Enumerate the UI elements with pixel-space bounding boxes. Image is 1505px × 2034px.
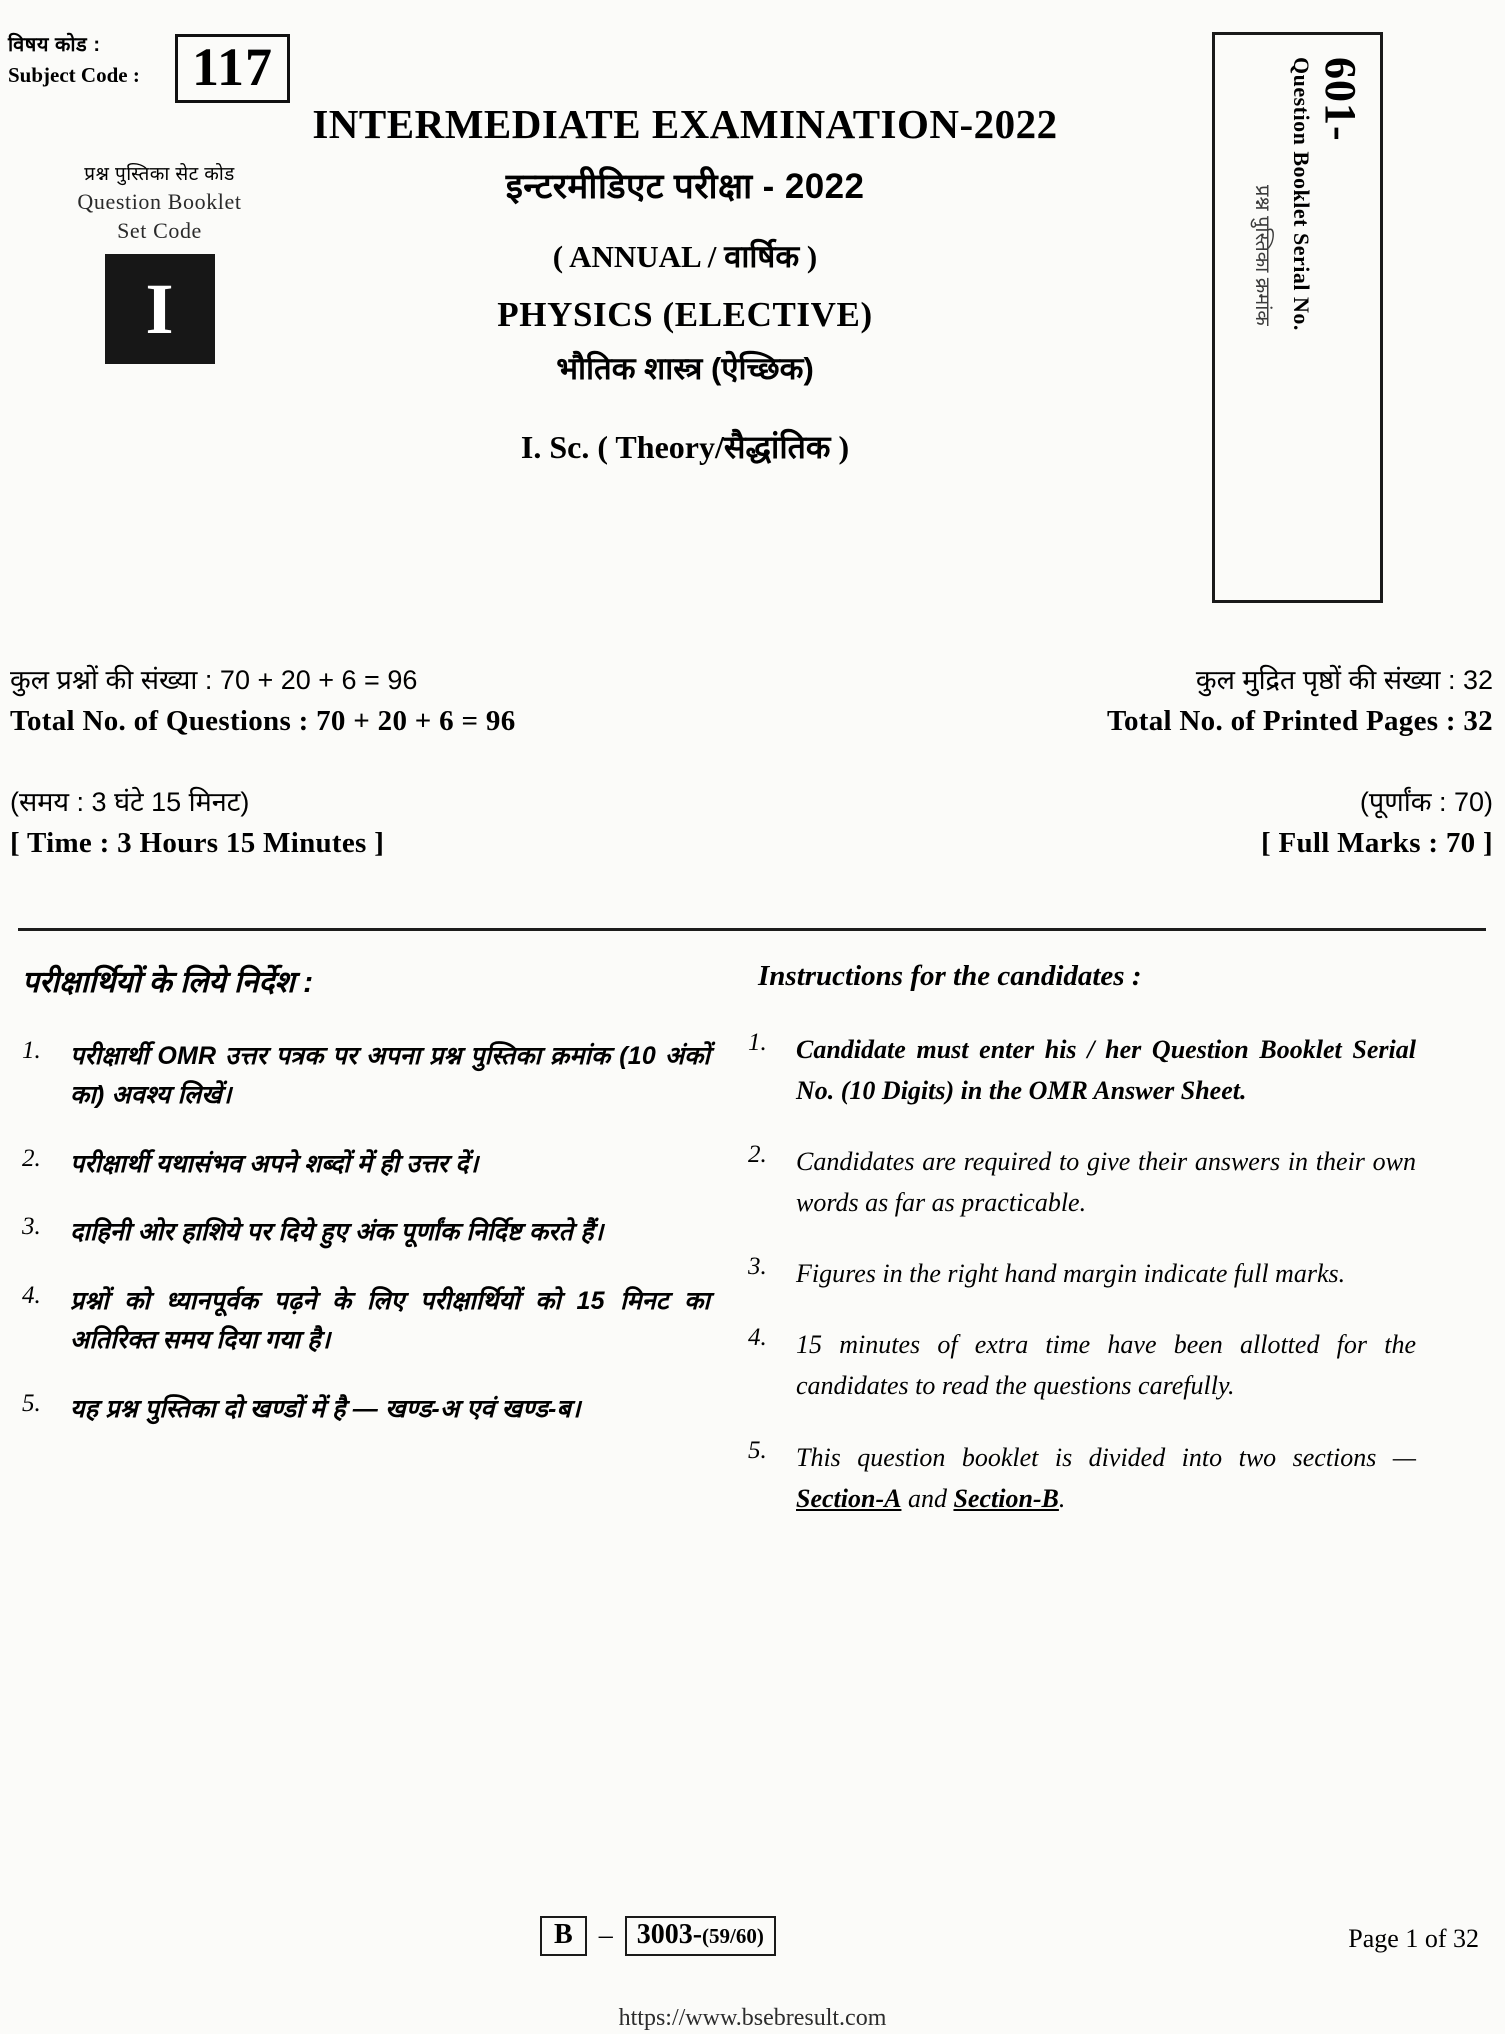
footer-paper-code-sub: (59/60) [702, 1924, 764, 1948]
page-number-label: Page 1 of 32 [1348, 1924, 1479, 1953]
instructions-heading-hindi: परीक्षार्थियों के लिये निर्देश : [22, 966, 314, 999]
instruction-number: 2. [22, 1144, 41, 1172]
instruction-text: Candidate must enter his / her Question Booklet Serial No. (10 Digits) in the OMR Answer Sheet. [796, 1035, 1416, 1106]
footer-url: https://www.bsebresult.com [618, 2005, 887, 2031]
instruction-number: 2. [748, 1141, 767, 1169]
instruction-item-english-4 [748, 1324, 1448, 1406]
instruction-number: 1. [22, 1037, 41, 1064]
exam-title-hindi: इन्टरमीडिएट परीक्षा - 2022 [505, 167, 865, 206]
subject-code-value: 117 [175, 34, 290, 103]
exam-title-block [250, 100, 1120, 468]
instructions-column-english [748, 960, 1448, 1549]
printed-pages-english: Total No. of Printed Pages : 32 [1106, 705, 1493, 737]
instruction-text-lead: This question booklet is divided into two sections — [796, 1442, 1416, 1472]
set-code-value: I [105, 254, 215, 364]
horizontal-divider [18, 928, 1486, 931]
instruction-item-hindi-4 [22, 1282, 742, 1360]
instruction-text-mid: and [901, 1483, 954, 1513]
instruction-item-english-2 [748, 1141, 1448, 1223]
exam-title-english: INTERMEDIATE EXAMINATION-2022 [312, 101, 1058, 147]
exam-meta-right [793, 660, 1493, 860]
instruction-text: यह प्रश्न पुस्तिका दो खण्डों में है — खण्ड-अ एवं खण्ड-ब। [70, 1394, 581, 1423]
subject-name-hindi: भौतिक शास्त्र (ऐच्छिक) [556, 351, 814, 386]
instruction-number: 5. [748, 1436, 767, 1464]
serial-number-label-hindi: प्रश्न पुस्तिका क्रमांक [1251, 185, 1273, 326]
instruction-text: परीक्षार्थी OMR उत्तर पत्रक पर अपना प्रश्न पुस्तिका क्रमांक (10 अंकों का) अवश्य लिखें। [70, 1042, 710, 1109]
instruction-item-english-1 [748, 1029, 1448, 1111]
serial-number-value: 601- [1316, 57, 1365, 142]
instruction-text [796, 1437, 1416, 1519]
instruction-number: 3. [748, 1253, 767, 1281]
full-marks-hindi: (पूर्णांक : 70) [1359, 787, 1493, 817]
instruction-number: 1. [748, 1029, 767, 1056]
total-questions-hindi: कुल प्रश्नों की संख्या : 70 + 20 + 6 = 96 [10, 665, 418, 695]
footer-paper-code-main: 3003- [636, 1919, 703, 1950]
paper-type-label: I. Sc. ( Theory/सैद्धांतिक ) [520, 429, 850, 465]
exam-annual-label: ( ANNUAL / वार्षिक ) [552, 239, 818, 274]
set-code-label-english-line1: Question Booklet [77, 189, 242, 214]
instruction-text: Figures in the right hand margin indicate full marks. [796, 1259, 1346, 1289]
set-code-label-hindi: प्रश्न पुस्तिका सेट कोड [84, 164, 235, 185]
footer-dash: – [598, 1920, 613, 1951]
time-english: [ Time : 3 Hours 15 Minutes ] [10, 827, 385, 859]
instruction-item-hindi-3 [22, 1213, 742, 1252]
instruction-text: परीक्षार्थी यथासंभव अपने शब्दों में ही उत्तर दें। [70, 1149, 479, 1178]
instruction-text: Candidates are required to give their answers in their own words as far as practicable. [796, 1147, 1416, 1218]
instruction-text-end: . [1058, 1483, 1066, 1513]
instruction-item-english-5 [748, 1437, 1448, 1519]
instruction-number: 4. [22, 1282, 41, 1309]
total-questions-english: Total No. of Questions : 70 + 20 + 6 = 96 [10, 705, 516, 737]
time-hindi: (समय : 3 घंटे 15 मिनट) [10, 787, 250, 817]
exam-meta-left [10, 660, 710, 860]
exam-meta-block [0, 660, 1505, 900]
booklet-letter-box: B [540, 1916, 587, 1956]
subject-name-english: PHYSICS (ELECTIVE) [497, 295, 873, 334]
subject-code-label-hindi: विषय कोड : [8, 34, 101, 56]
printed-pages-hindi: कुल मुद्रित पृष्ठों की संख्या : 32 [1195, 665, 1493, 695]
footer-code-block [540, 1916, 776, 1956]
instruction-text: दाहिनी ओर हाशिये पर दिये हुए अंक पूर्णांक निर्दिष्ट करते हैं। [70, 1218, 604, 1247]
instruction-item-hindi-1 [22, 1037, 742, 1115]
serial-number-label-english: Question Booklet Serial No. [1289, 57, 1314, 331]
footer-paper-code [625, 1916, 776, 1956]
section-b-label: Section-B [953, 1483, 1059, 1513]
instruction-item-hindi-5 [22, 1390, 742, 1429]
instruction-text: प्रश्नों को ध्यानपूर्वक पढ़ने के लिए परीक्षार्थियों को 15 मिनट का अतिरिक्त समय दिया गया है। [70, 1287, 710, 1354]
set-code-label-english-line2: Set Code [117, 218, 202, 243]
instructions-heading-english: Instructions for the candidates : [758, 960, 1142, 992]
subject-code-label-english: Subject Code : [8, 63, 140, 87]
section-a-label: Section-A [796, 1483, 902, 1513]
instruction-item-hindi-2 [22, 1145, 742, 1184]
full-marks-english: [ Full Marks : 70 ] [1260, 827, 1493, 859]
instruction-text: 15 minutes of extra time have been allotted for the candidates to read the questions carefully. [796, 1330, 1416, 1401]
instruction-number: 3. [22, 1213, 41, 1241]
instruction-number: 5. [22, 1389, 41, 1417]
question-booklet-serial-box [1212, 32, 1383, 603]
instruction-item-english-3 [748, 1253, 1448, 1294]
instructions-column-hindi [22, 960, 742, 1458]
page-footer [0, 1916, 1505, 1976]
instruction-number: 4. [748, 1324, 767, 1352]
